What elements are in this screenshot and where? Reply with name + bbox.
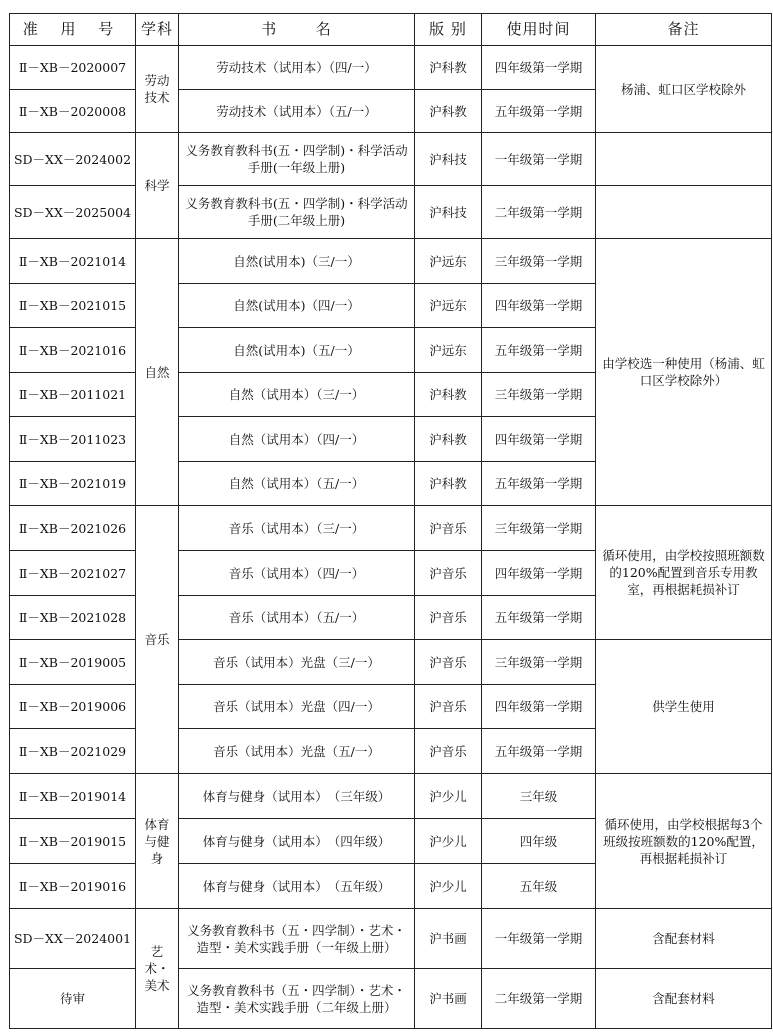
book-name-cell: 劳动技术（试用本）（五/一） <box>179 90 415 133</box>
subject-cell-pe: 体育与健身 <box>136 774 179 909</box>
header-code-text: 准 用 号 <box>22 20 123 38</box>
book-name-cell: 自然(试用本)（三/一） <box>179 239 415 284</box>
book-name-cell: 义务教育教科书(五・四学制)・科学活动手册(一年级上册) <box>179 133 415 186</box>
edition-cell: 沪科教 <box>415 462 482 506</box>
time-cell: 四年级第一学期 <box>482 46 596 90</box>
time-cell: 四年级 <box>482 819 596 864</box>
book-name-cell: 体育与健身（试用本） （五年级） <box>179 864 415 909</box>
subject-cell-art: 艺术・美术 <box>136 909 179 1029</box>
header-code <box>10 14 136 46</box>
edition-cell: 沪音乐 <box>415 640 482 685</box>
table-row <box>10 909 772 969</box>
book-name-cell: 自然（试用本）（四/一） <box>179 417 415 462</box>
edition-cell: 沪科技 <box>415 186 482 239</box>
table-row <box>10 239 772 284</box>
header-book-char1: 书 <box>261 20 278 38</box>
code-cell: Ⅱ－XB－2020008 <box>10 90 136 133</box>
edition-cell: 沪书画 <box>415 969 482 1029</box>
note-cell-music-b: 供学生使用 <box>596 640 772 774</box>
header-subject: 学科 <box>136 14 179 46</box>
book-name-cell: 体育与健身（试用本） （三年级） <box>179 774 415 819</box>
code-cell: Ⅱ－XB－2011021 <box>10 373 136 417</box>
code-cell: Ⅱ－XB－2019006 <box>10 685 136 729</box>
code-cell: Ⅱ－XB－2021016 <box>10 328 136 373</box>
book-name-cell: 义务教育教科书(五・四学制)・科学活动手册(二年级上册) <box>179 186 415 239</box>
edition-cell: 沪远东 <box>415 328 482 373</box>
table-row <box>10 133 772 186</box>
time-cell: 五年级第一学期 <box>482 596 596 640</box>
book-name-cell: 音乐（试用本）（三/一） <box>179 506 415 551</box>
time-cell: 五年级第一学期 <box>482 462 596 506</box>
subject-cell-labor: 劳动技术 <box>136 46 179 133</box>
header-book-char2: 名 <box>315 20 332 38</box>
time-cell: 二年级第一学期 <box>482 186 596 239</box>
subject-cell-nature: 自然 <box>136 239 179 506</box>
code-cell: Ⅱ－XB－2021029 <box>10 729 136 774</box>
book-name-cell: 自然(试用本)（四/一） <box>179 284 415 328</box>
code-cell: Ⅱ－XB－2020007 <box>10 46 136 90</box>
book-name-cell: 音乐（试用本）光盘（五/一） <box>179 729 415 774</box>
book-name-cell: 体育与健身（试用本） （四年级） <box>179 819 415 864</box>
note-cell-science-1 <box>596 133 772 186</box>
edition-cell: 沪科教 <box>415 46 482 90</box>
code-cell: Ⅱ－XB－2021014 <box>10 239 136 284</box>
header-note: 备注 <box>596 14 772 46</box>
book-name-cell: 音乐（试用本）光盘（三/一） <box>179 640 415 685</box>
note-cell-music-a: 循环使用，由学校按照班额数的120%配置到音乐专用教室，再根据耗损补订 <box>596 506 772 640</box>
time-cell: 三年级第一学期 <box>482 640 596 685</box>
note-cell-science-2 <box>596 186 772 239</box>
time-cell: 四年级第一学期 <box>482 551 596 596</box>
code-cell: 待审 <box>10 969 136 1029</box>
time-cell: 三年级第一学期 <box>482 506 596 551</box>
code-cell: SD－XX－2024001 <box>10 909 136 969</box>
table-row <box>10 774 772 819</box>
edition-cell: 沪音乐 <box>415 596 482 640</box>
table-row <box>10 640 772 685</box>
edition-cell: 沪少儿 <box>415 774 482 819</box>
book-name-cell: 自然（试用本）（三/一） <box>179 373 415 417</box>
edition-cell: 沪音乐 <box>415 551 482 596</box>
code-cell: Ⅱ－XB－2021027 <box>10 551 136 596</box>
time-cell: 五年级第一学期 <box>482 328 596 373</box>
code-cell: Ⅱ－XB－2021028 <box>10 596 136 640</box>
edition-cell: 沪科教 <box>415 373 482 417</box>
edition-cell: 沪科技 <box>415 133 482 186</box>
time-cell: 四年级第一学期 <box>482 284 596 328</box>
edition-cell: 沪少儿 <box>415 864 482 909</box>
time-cell: 三年级 <box>482 774 596 819</box>
header-edition: 版 别 <box>415 14 482 46</box>
edition-cell: 沪音乐 <box>415 729 482 774</box>
code-cell: Ⅱ－XB－2021015 <box>10 284 136 328</box>
note-cell-nature: 由学校选一种使用（杨浦、虹口区学校除外） <box>596 239 772 506</box>
book-name-cell: 义务教育教科书（五・四学制）・艺术・造型・美术实践手册（一年级上册） <box>179 909 415 969</box>
table-row <box>10 969 772 1029</box>
header-time: 使用时间 <box>482 14 596 46</box>
code-cell: SD－XX－2025004 <box>10 186 136 239</box>
time-cell: 四年级第一学期 <box>482 417 596 462</box>
code-cell: Ⅱ－XB－2019005 <box>10 640 136 685</box>
code-cell: Ⅱ－XB－2021019 <box>10 462 136 506</box>
table-row <box>10 46 772 90</box>
code-cell: Ⅱ－XB－2011023 <box>10 417 136 462</box>
edition-cell: 沪科教 <box>415 90 482 133</box>
book-name-cell: 自然（试用本）（五/一） <box>179 462 415 506</box>
code-cell: Ⅱ－XB－2019014 <box>10 774 136 819</box>
table-row <box>10 506 772 551</box>
code-cell: Ⅱ－XB－2019016 <box>10 864 136 909</box>
time-cell: 三年级第一学期 <box>482 373 596 417</box>
time-cell: 五年级第一学期 <box>482 90 596 133</box>
edition-cell: 沪远东 <box>415 284 482 328</box>
time-cell: 五年级 <box>482 864 596 909</box>
edition-cell: 沪音乐 <box>415 685 482 729</box>
header-book-name <box>179 14 415 46</box>
time-cell: 二年级第一学期 <box>482 969 596 1029</box>
book-name-cell: 音乐（试用本）光盘（四/一） <box>179 685 415 729</box>
code-cell: Ⅱ－XB－2019015 <box>10 819 136 864</box>
book-name-cell: 义务教育教科书（五・四学制）・艺术・造型・美术实践手册（二年级上册） <box>179 969 415 1029</box>
header-row <box>10 14 772 46</box>
table-row <box>10 186 772 239</box>
note-cell-pe: 循环使用，由学校根据每3个班级按班额数的120%配置，再根据耗损补订 <box>596 774 772 909</box>
subject-cell-music: 音乐 <box>136 506 179 774</box>
textbook-table <box>9 13 772 1029</box>
time-cell: 四年级第一学期 <box>482 685 596 729</box>
edition-cell: 沪少儿 <box>415 819 482 864</box>
code-cell: SD－XX－2024002 <box>10 133 136 186</box>
note-cell-labor: 杨浦、虹口区学校除外 <box>596 46 772 133</box>
time-cell: 五年级第一学期 <box>482 729 596 774</box>
edition-cell: 沪书画 <box>415 909 482 969</box>
book-name-cell: 音乐（试用本）（五/一） <box>179 596 415 640</box>
note-cell-art-1: 含配套材料 <box>596 909 772 969</box>
code-cell: Ⅱ－XB－2021026 <box>10 506 136 551</box>
book-name-cell: 自然(试用本)（五/一） <box>179 328 415 373</box>
edition-cell: 沪远东 <box>415 239 482 284</box>
time-cell: 三年级第一学期 <box>482 239 596 284</box>
edition-cell: 沪科教 <box>415 417 482 462</box>
edition-cell: 沪音乐 <box>415 506 482 551</box>
time-cell: 一年级第一学期 <box>482 133 596 186</box>
subject-cell-science: 科学 <box>136 133 179 239</box>
book-name-cell: 音乐（试用本）（四/一） <box>179 551 415 596</box>
book-name-cell: 劳动技术（试用本）（四/一） <box>179 46 415 90</box>
note-cell-art-2: 含配套材料 <box>596 969 772 1029</box>
time-cell: 一年级第一学期 <box>482 909 596 969</box>
